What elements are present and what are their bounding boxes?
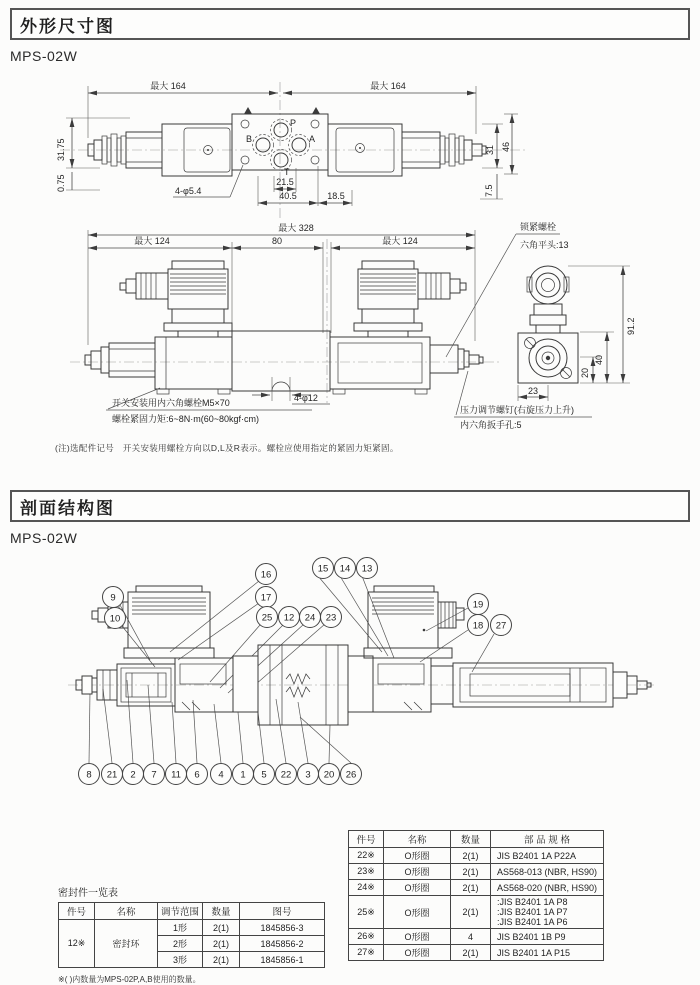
svg-text:最大 164: 最大 164: [370, 81, 406, 91]
lock-bolt-note: [446, 221, 569, 357]
section1-header-box: [10, 8, 690, 40]
callout-22: [276, 764, 297, 785]
callout-23: [321, 607, 342, 628]
svg-text:开关安装用内六角螺栓M5×70: 开关安装用内六角螺栓M5×70: [112, 398, 230, 408]
cell: JIS B2401 1A P22A: [491, 848, 604, 864]
switch-bolt-note: [106, 388, 312, 424]
cell: 1845856-1: [240, 952, 325, 968]
svg-text:6: 6: [194, 769, 200, 781]
svg-text:7.5: 7.5: [484, 184, 494, 197]
col-header: 件号: [59, 903, 95, 920]
svg-text:4-φ5.4: 4-φ5.4: [175, 186, 202, 196]
callout-17: [256, 587, 277, 608]
svg-text:4: 4: [218, 769, 224, 781]
svg-text:最大 328: 最大 328: [278, 223, 314, 233]
top-view-drawing: [0, 78, 700, 228]
svg-text:内六角扳手孔:5: 内六角扳手孔:5: [460, 420, 522, 430]
callout-14: [335, 558, 356, 579]
svg-text:23: 23: [527, 386, 539, 396]
svg-text:31.75: 31.75: [56, 138, 66, 161]
section2-header-box: [10, 490, 690, 522]
cell: 2(1): [451, 896, 491, 929]
cell: 2(1): [203, 920, 240, 936]
callout-5: [254, 764, 275, 785]
seal-parts-section: [58, 884, 325, 985]
pressure-adjuster-detail: [518, 266, 578, 383]
cell: O形圈: [384, 896, 451, 929]
cell: O形圈: [384, 864, 451, 880]
cell: 26※: [349, 929, 384, 945]
dim-7-5: [480, 174, 503, 199]
cell: 2(1): [451, 945, 491, 961]
svg-text:19: 19: [472, 599, 484, 611]
cell: O形圈: [384, 929, 451, 945]
callout-19: [468, 594, 489, 615]
callout-25: [257, 607, 278, 628]
cell: 3形: [158, 952, 203, 968]
oring-section: [348, 830, 604, 961]
cell: 2形: [158, 936, 203, 952]
oring-table-header-row: [349, 831, 604, 848]
svg-text:最大 124: 最大 124: [134, 236, 170, 246]
cross-section-drawing: [0, 552, 700, 802]
dim-max124-right: [331, 235, 475, 333]
cell: 12※: [59, 920, 95, 968]
table-row: [349, 864, 604, 880]
callout-3: [298, 764, 319, 785]
cell: 密封环: [95, 920, 158, 968]
col-header: 名称: [384, 831, 451, 848]
port-t-label: T: [284, 167, 290, 177]
callout-13: [357, 558, 378, 579]
svg-text:14: 14: [339, 563, 351, 575]
cell: 25※: [349, 896, 384, 929]
cell: O形圈: [384, 945, 451, 961]
cell: JIS B2401 1B P9: [491, 929, 604, 945]
pressure-screw-note: [454, 371, 592, 430]
svg-text:8: 8: [86, 769, 92, 781]
section1-title: 外形尺寸图: [20, 16, 115, 36]
cell: O形圈: [384, 848, 451, 864]
svg-text:26: 26: [345, 769, 357, 781]
note-text: (注)选配件记号 开关安装用螺栓方向以D,L及R表示。螺栓应使用指定的紧固力矩紧固。: [55, 443, 399, 453]
svg-text:40: 40: [594, 354, 604, 365]
svg-text:13: 13: [361, 563, 373, 575]
callout-20: [319, 764, 340, 785]
cell: [491, 896, 604, 929]
right-solenoid-front: [354, 261, 466, 337]
svg-text:80: 80: [271, 236, 283, 246]
spec-line: :JIS B2401 1A P7: [497, 907, 568, 917]
col-header: 调节范围: [158, 903, 203, 920]
dim-31-75: [56, 118, 130, 168]
callout-12: [279, 607, 300, 628]
callout-16: [256, 564, 277, 585]
svg-text:31: 31: [485, 144, 495, 155]
callout-26: [341, 764, 362, 785]
oring-table: [348, 830, 604, 961]
cell: 2(1): [451, 864, 491, 880]
svg-text:9: 9: [110, 592, 116, 604]
cell: AS568-020 (NBR, HS90): [491, 880, 604, 896]
callout-18: [468, 615, 489, 636]
svg-text:六角平头:13: 六角平头:13: [520, 240, 569, 250]
svg-text:17: 17: [260, 592, 272, 604]
spec-line: :JIS B2401 1A P8: [497, 897, 568, 907]
col-header: 件号: [349, 831, 384, 848]
callout-leaders: [89, 576, 494, 763]
svg-text:20: 20: [580, 367, 590, 378]
cell: 2(1): [451, 848, 491, 864]
svg-text:最大 164: 最大 164: [150, 81, 186, 91]
callout-24: [300, 607, 321, 628]
callout-10: [105, 608, 126, 629]
dim-23: [518, 385, 548, 401]
port-a-label: A: [309, 134, 316, 144]
svg-text:21: 21: [106, 769, 118, 781]
callout-11: [166, 764, 187, 785]
svg-text:4-φ12: 4-φ12: [294, 393, 318, 403]
dim-80: [232, 236, 323, 333]
svg-text:2: 2: [130, 769, 136, 781]
spec-line: :JIS B2401 1A P6: [497, 917, 568, 927]
svg-text:27: 27: [495, 620, 507, 632]
svg-text:3: 3: [305, 769, 311, 781]
svg-text:15: 15: [317, 563, 329, 575]
callout-9: [103, 587, 124, 608]
dim-0-75: [56, 172, 100, 192]
seal-table-header-row: [59, 903, 325, 920]
cell: 2(1): [203, 936, 240, 952]
col-header: 部 品 规 格: [491, 831, 604, 848]
cell: 1形: [158, 920, 203, 936]
cell: O形圈: [384, 880, 451, 896]
svg-text:最大 124: 最大 124: [382, 236, 418, 246]
cell: 27※: [349, 945, 384, 961]
svg-text:0.75: 0.75: [56, 174, 66, 192]
svg-text:22: 22: [280, 769, 292, 781]
table-row: [349, 880, 604, 896]
callout-4: [211, 764, 232, 785]
callout-1: [233, 764, 254, 785]
port-p-label: P: [290, 118, 297, 128]
svg-text:18.5: 18.5: [327, 191, 345, 201]
svg-text:25: 25: [261, 612, 273, 624]
cell: AS568-013 (NBR, HS90): [491, 864, 604, 880]
dim-46: [501, 114, 518, 174]
callout-21: [102, 764, 123, 785]
table-row: [349, 848, 604, 864]
svg-text:20: 20: [323, 769, 335, 781]
cell: 1845856-3: [240, 920, 325, 936]
callout-15: [313, 558, 334, 579]
left-solenoid-front: [120, 261, 232, 337]
model-label-1: MPS-02W: [10, 48, 78, 64]
col-header: 数量: [451, 831, 491, 848]
table-row: [349, 945, 604, 961]
svg-text:23: 23: [325, 612, 337, 624]
seal-parts-table: [58, 902, 325, 968]
cell: 4: [451, 929, 491, 945]
seal-table-footnote: ※( )内数量为MPS-02P,A,B使用的数量。: [58, 975, 201, 984]
svg-text:40.5: 40.5: [279, 191, 297, 201]
svg-text:24: 24: [304, 612, 316, 624]
cell: 23※: [349, 864, 384, 880]
dim-18-5: [318, 190, 352, 206]
cell: JIS B2401 1A P15: [491, 945, 604, 961]
front-view-drawing: [0, 222, 700, 443]
table-row: [349, 929, 604, 945]
callout-7: [144, 764, 165, 785]
svg-text:1: 1: [240, 769, 246, 781]
valve-body-front: [85, 331, 483, 394]
section2-title: 剖面结构图: [20, 498, 115, 518]
cell: 22※: [349, 848, 384, 864]
dim-max164-left: [88, 80, 278, 138]
table-row: [349, 896, 604, 929]
cell: 2(1): [451, 880, 491, 896]
svg-text:12: 12: [283, 612, 295, 624]
svg-text:10: 10: [109, 613, 121, 625]
callout-2: [123, 764, 144, 785]
port-b-label: B: [246, 134, 253, 144]
col-header: 名称: [95, 903, 158, 920]
svg-text:91.2: 91.2: [626, 317, 636, 335]
cell: 2(1): [203, 952, 240, 968]
seal-table-title: 密封件一览表: [58, 888, 118, 899]
svg-text:11: 11: [171, 769, 181, 781]
col-header: 数量: [203, 903, 240, 920]
svg-text:7: 7: [151, 769, 157, 781]
svg-text:46: 46: [501, 141, 511, 152]
right-solenoid-section: [364, 586, 464, 658]
model-label-2: MPS-02W: [10, 530, 78, 546]
svg-text:锁紧螺栓: 锁紧螺栓: [520, 222, 557, 232]
dim-max124-left: [88, 235, 232, 333]
cell: 24※: [349, 880, 384, 896]
callout-6: [187, 764, 208, 785]
svg-text:16: 16: [260, 569, 272, 581]
svg-text:5: 5: [261, 769, 267, 781]
callout-8: [79, 764, 100, 785]
col-header: 图号: [240, 903, 325, 920]
table-row: [59, 920, 325, 936]
callout-27: [491, 615, 512, 636]
cell: 1845856-2: [240, 936, 325, 952]
svg-text:18: 18: [472, 620, 484, 632]
dim-max164-right: [283, 80, 476, 134]
svg-text:螺栓紧固力矩:6~8N·m(60~80kgf·cm): 螺栓紧固力矩:6~8N·m(60~80kgf·cm): [112, 414, 260, 424]
svg-text:压力调节螺钉(右旋压力上升): 压力调节螺钉(右旋压力上升): [460, 405, 574, 415]
svg-text:21.5: 21.5: [276, 177, 294, 187]
